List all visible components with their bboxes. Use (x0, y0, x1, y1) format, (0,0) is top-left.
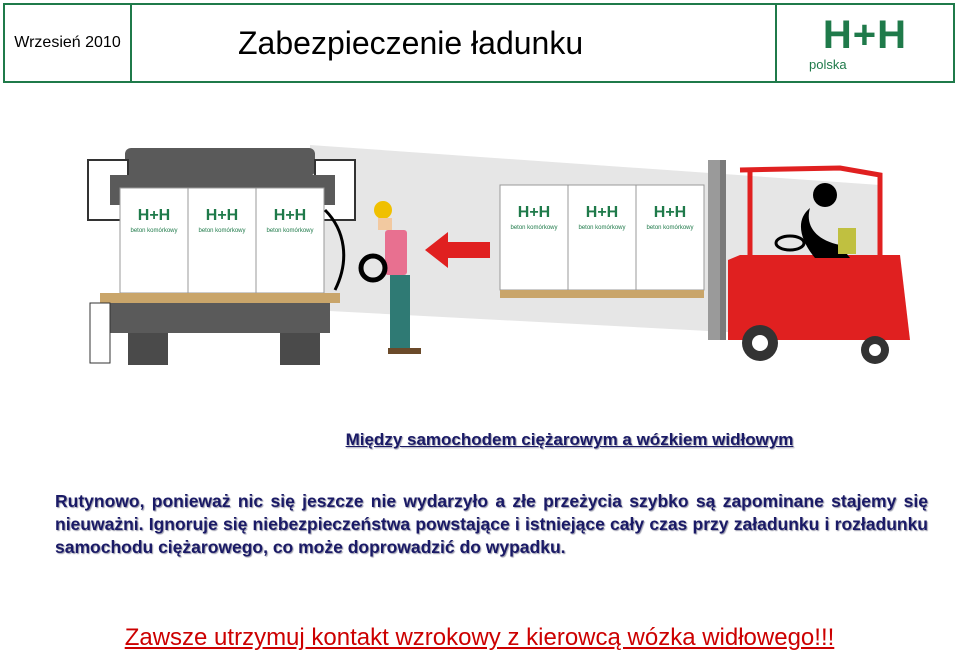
body-paragraph: Rutynowo, ponieważ nic się jeszcze nie wydarzyło a złe przeżycia szybko są zapominane stajemy się nieuważni. Ignoruje się niebezpieczeństwa powstające i istniejące cały czas przy załadunku i rozładunku samochodu ciężarowego, co może doprowadzić do wypadku. (55, 491, 928, 557)
truck-pallet-stack (120, 188, 324, 293)
pallet-brand: H+H (653, 204, 687, 221)
logo-mark: H+H (822, 12, 908, 57)
pallet-label: beton komórkowy (130, 228, 178, 234)
pallet-brand: H+H (585, 204, 619, 221)
truck-illustration (88, 148, 355, 365)
pallet-label: beton komórkowy (198, 228, 246, 234)
pallet-brand: H+H (137, 207, 171, 224)
forklift-pallet-stack (500, 185, 704, 298)
pallet-brand: H+H (205, 207, 239, 224)
pallet-brand: H+H (273, 207, 307, 224)
company-logo (777, 5, 953, 81)
logo-subtitle: polska (809, 56, 847, 72)
pallet-brand: H+H (517, 204, 551, 221)
pallet-label: beton komórkowy (646, 225, 694, 231)
page-title: Zabezpieczenie ładunku (132, 5, 777, 81)
pallet-label: beton komórkowy (266, 228, 314, 234)
safety-warning: Zawsze utrzymuj kontakt wzrokowy z kierowcą wózka widłowego!!! (124, 624, 835, 651)
section-subtitle: Między samochodem ciężarowym a wózkiem widłowym (345, 430, 794, 449)
pallet-label: beton komórkowy (578, 225, 626, 231)
header-bar (3, 3, 955, 83)
loading-illustration (80, 140, 930, 380)
pallet-label: beton komórkowy (510, 225, 558, 231)
date-label: Wrzesień 2010 (5, 5, 132, 81)
